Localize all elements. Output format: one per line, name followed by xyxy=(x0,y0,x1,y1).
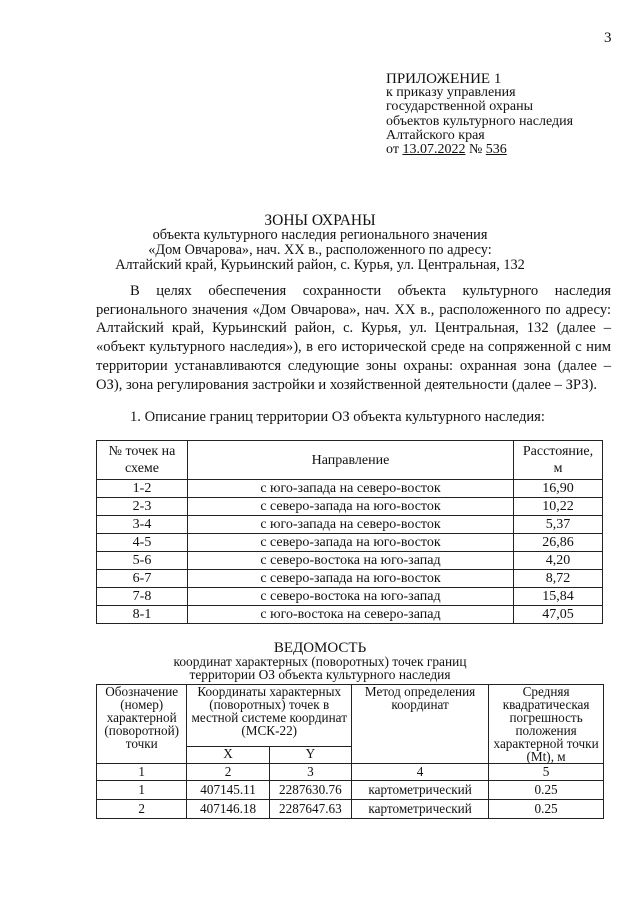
cell-direction: с северо-запада на юго-восток xyxy=(188,498,514,516)
header-method: Метод определения координат xyxy=(352,685,489,764)
column-number: 2 xyxy=(187,764,269,781)
cell-error: 0.25 xyxy=(489,800,604,819)
table-row xyxy=(97,606,603,624)
appendix-line: государственной охраны xyxy=(386,99,534,115)
coordinates-table xyxy=(96,684,604,819)
header-coordinates: Координаты характерных (поворотных) точек в местной системе координат (МСК-22) xyxy=(187,685,352,747)
order-date: 13.07.2022 xyxy=(402,142,466,158)
cell-points: 4-5 xyxy=(97,534,188,552)
cell-direction: с северо-востока на юго-запад xyxy=(188,588,514,606)
cell-distance: 16,90 xyxy=(514,480,603,498)
order-date-line xyxy=(386,143,573,157)
table-row xyxy=(97,588,603,606)
appendix-line: к приказу управления xyxy=(386,85,516,101)
cell-points: 8-1 xyxy=(97,606,188,624)
title-line: «Дом Овчарова», нач. XX в., расположенного по адресу: xyxy=(148,242,492,258)
appendix-header xyxy=(386,72,573,157)
appendix-line: объектов культурного наследия xyxy=(386,113,574,129)
vedomost-line: территории ОЗ объекта культурного наследия xyxy=(189,666,451,682)
table-row xyxy=(97,534,603,552)
cell-direction: с юго-запада на северо-восток xyxy=(188,516,514,534)
table-header-row xyxy=(97,685,604,747)
column-number: 5 xyxy=(489,764,604,781)
cell-points: 7-8 xyxy=(97,588,188,606)
cell-y: 2287630.76 xyxy=(269,781,351,800)
cell-distance: 26,86 xyxy=(514,534,603,552)
title-main: ЗОНЫ ОХРАНЫ xyxy=(264,212,376,229)
cell-y: 2287647.63 xyxy=(269,800,351,819)
header-x: X xyxy=(187,747,269,764)
number-prefix: № xyxy=(468,142,483,158)
date-prefix: от xyxy=(386,142,399,158)
appendix-line: Алтайского края xyxy=(386,127,485,143)
header-designation: Обозначение (номер) характерной (поворотной) точки xyxy=(97,685,187,764)
cell-points: 6-7 xyxy=(97,570,188,588)
cell-points: 2-3 xyxy=(97,498,188,516)
cell-direction: с северо-востока на юго-запад xyxy=(188,552,514,570)
table-row xyxy=(97,516,603,534)
cell-points: 3-4 xyxy=(97,516,188,534)
header-y: Y xyxy=(269,747,351,764)
cell-distance: 5,37 xyxy=(514,516,603,534)
cell-x: 407146.18 xyxy=(187,800,269,819)
cell-point: 2 xyxy=(97,800,187,819)
title-line: объекта культурного наследия регионального значения xyxy=(152,227,488,243)
cell-method: картометрический xyxy=(352,781,489,800)
cell-distance: 15,84 xyxy=(514,588,603,606)
order-number: 536 xyxy=(485,142,507,158)
cell-x: 407145.11 xyxy=(187,781,269,800)
cell-distance: 8,72 xyxy=(514,570,603,588)
cell-method: картометрический xyxy=(352,800,489,819)
table-row xyxy=(97,781,604,800)
table-row xyxy=(97,570,603,588)
document-title xyxy=(0,213,640,273)
column-number: 3 xyxy=(269,764,351,781)
column-number: 4 xyxy=(352,764,489,781)
header-direction: Направление xyxy=(188,441,514,480)
appendix-title: ПРИЛОЖЕНИЕ 1 xyxy=(386,71,502,87)
table-row xyxy=(97,800,604,819)
cell-direction: с юго-запада на северо-восток xyxy=(188,480,514,498)
cell-point: 1 xyxy=(97,781,187,800)
page-number: 3 xyxy=(604,30,612,46)
table-row xyxy=(97,480,603,498)
boundary-table xyxy=(96,440,603,624)
header-error: Средняя квадратическая погрешность положения характерной точки (Mt), м xyxy=(489,685,604,764)
cell-distance: 10,22 xyxy=(514,498,603,516)
cell-direction: с северо-запада на юго-восток xyxy=(188,534,514,552)
vedomost-title xyxy=(0,641,640,681)
table-header-row xyxy=(97,441,603,480)
intro-paragraph: В целях обеспечения сохранности объекта культурного наследия регионального значения «Дом Овчарова», нач. XX в., расположенного по адресу: Алтайский край, Курьинский район, с. Курья, ул. Центральная, 132 (далее – «объект культурного наследия»), в его исторической среде на сопряженной с ним территории устанавливаются следующие зоны охраны: охранная зона (далее – ОЗ), зона регулирования застройки и хозяйственной деятельности (далее – ЗРЗ). xyxy=(96,283,611,393)
header-distance: Расстояние, м xyxy=(514,441,603,480)
cell-distance: 47,05 xyxy=(514,606,603,624)
header-points: № точек на схеме xyxy=(97,441,188,480)
vedomost-line: координат характерных (поворотных) точек границ xyxy=(173,654,467,669)
section-heading: 1. Описание границ территории ОЗ объекта культурного наследия: xyxy=(130,409,545,425)
cell-direction: с северо-запада на юго-восток xyxy=(188,570,514,588)
table-row xyxy=(97,498,603,516)
cell-distance: 4,20 xyxy=(514,552,603,570)
title-line: Алтайский край, Курьинский район, с. Курья, ул. Центральная, 132 xyxy=(115,257,525,273)
column-number-row xyxy=(97,764,604,781)
vedomost-main: ВЕДОМОСТЬ xyxy=(273,640,367,656)
cell-points: 1-2 xyxy=(97,480,188,498)
table-row xyxy=(97,552,603,570)
cell-error: 0.25 xyxy=(489,781,604,800)
column-number: 1 xyxy=(97,764,187,781)
cell-direction: с юго-востока на северо-запад xyxy=(188,606,514,624)
cell-points: 5-6 xyxy=(97,552,188,570)
